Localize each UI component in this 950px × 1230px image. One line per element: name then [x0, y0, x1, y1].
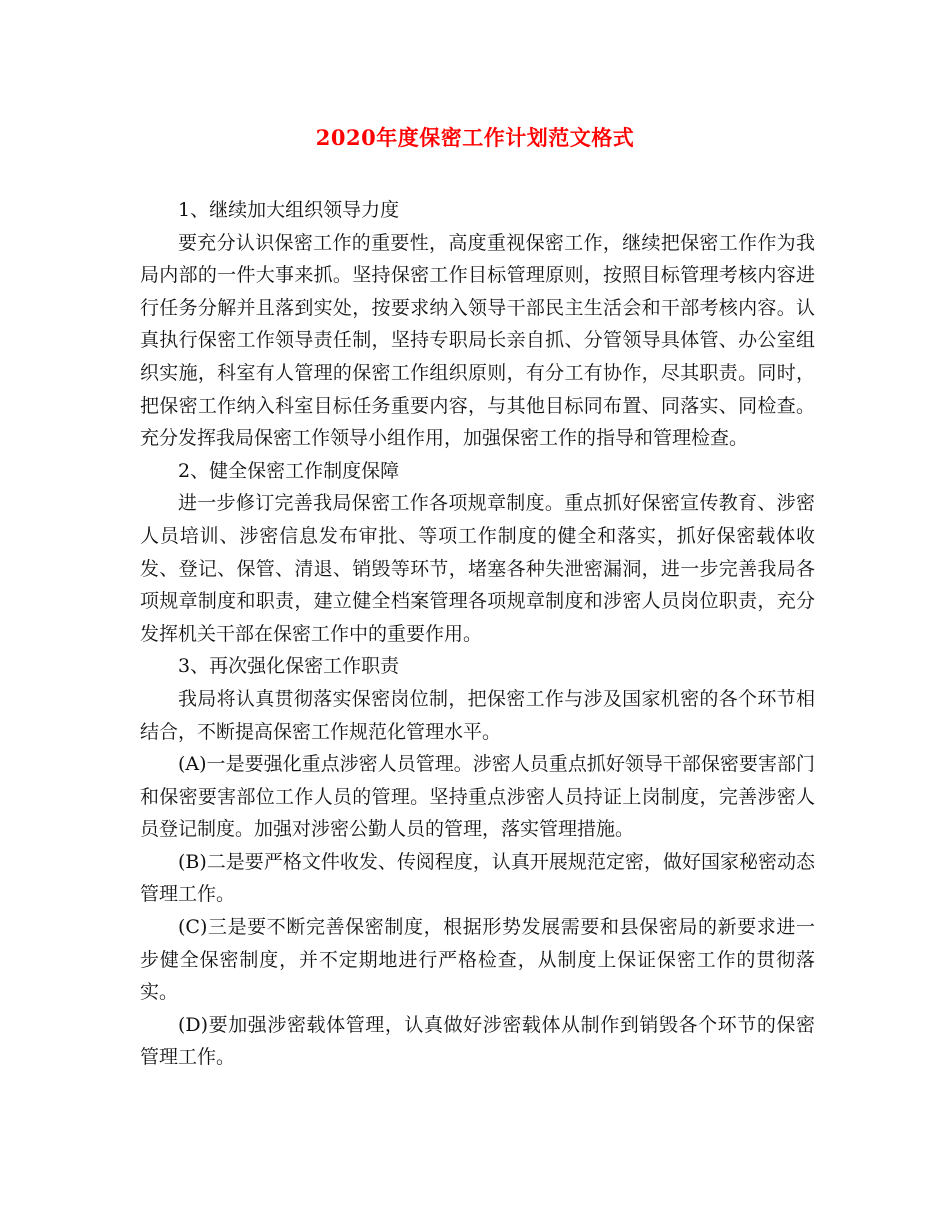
item-a: (A)一是要强化重点涉密人员管理。涉密人员重点抓好领导干部保密要害部门和保密要害部位工作人员的管理。坚持重点涉密人员持证上岗制度，完善涉密人员登记制度。加强对涉密公勤人员的管理，落实管理措施。 [140, 753, 815, 841]
item-b: (B)二是要严格文件收发、传阅程度，认真开展规范定密，做好国家秘密动态管理工作。 [140, 850, 815, 906]
document-body [140, 194, 815, 1074]
document-title: 2020年度保密工作计划范文格式 [315, 125, 635, 150]
item-d: (D)要加强涉密载体管理，认真做好涉密载体从制作到销毁各个环节的保密管理工作。 [140, 1013, 815, 1069]
paragraph-1: 要充分认识保密工作的重要性，高度重视保密工作，继续把保密工作作为我局内部的一件大事来抓。坚持保密工作目标管理原则，按照目标管理考核内容进行任务分解并且落到实处，按要求纳入领导干部民主生活会和干部考核内容。认真执行保密工作领导责任制，坚持专职局长亲自抓、分管领导具体管、办公室组织实施，科室有人管理的保密工作组织原则，有分工有协作，尽其职责。同时，把保密工作纳入科室目标任务重要内容，与其他目标同布置、同落实、同检查。充分发挥我局保密工作领导小组作用，加强保密工作的指导和管理检查。 [140, 231, 815, 450]
heading-1: 1、继续加大组织领导力度 [178, 199, 400, 221]
item-c: (C)三是要不断完善保密制度，根据形势发展需要和县保密局的新要求进一步健全保密制度，并不定期地进行严格检查，从制度上保证保密工作的贯彻落实。 [140, 916, 815, 1004]
heading-2: 2、健全保密工作制度保障 [178, 459, 400, 482]
paragraph-3: 我局将认真贯彻落实保密岗位制，把保密工作与涉及国家机密的各个环节相结合，不断提高保密工作规范化管理水平。 [140, 687, 815, 743]
heading-3: 3、再次强化保密工作职责 [178, 655, 400, 678]
paragraph-2: 进一步修订完善我局保密工作各项规章制度。重点抓好保密宣传教育、涉密人员培训、涉密信息发布审批、等项工作制度的健全和落实，抓好保密载体收发、登记、保管、清退、销毁等环节，堵塞各种失泄密漏洞，进一步完善我局各项规章制度和职责，建立健全档案管理各项规章制度和涉密人员岗位职责，充分发挥机关干部在保密工作中的重要作用。 [140, 492, 815, 645]
